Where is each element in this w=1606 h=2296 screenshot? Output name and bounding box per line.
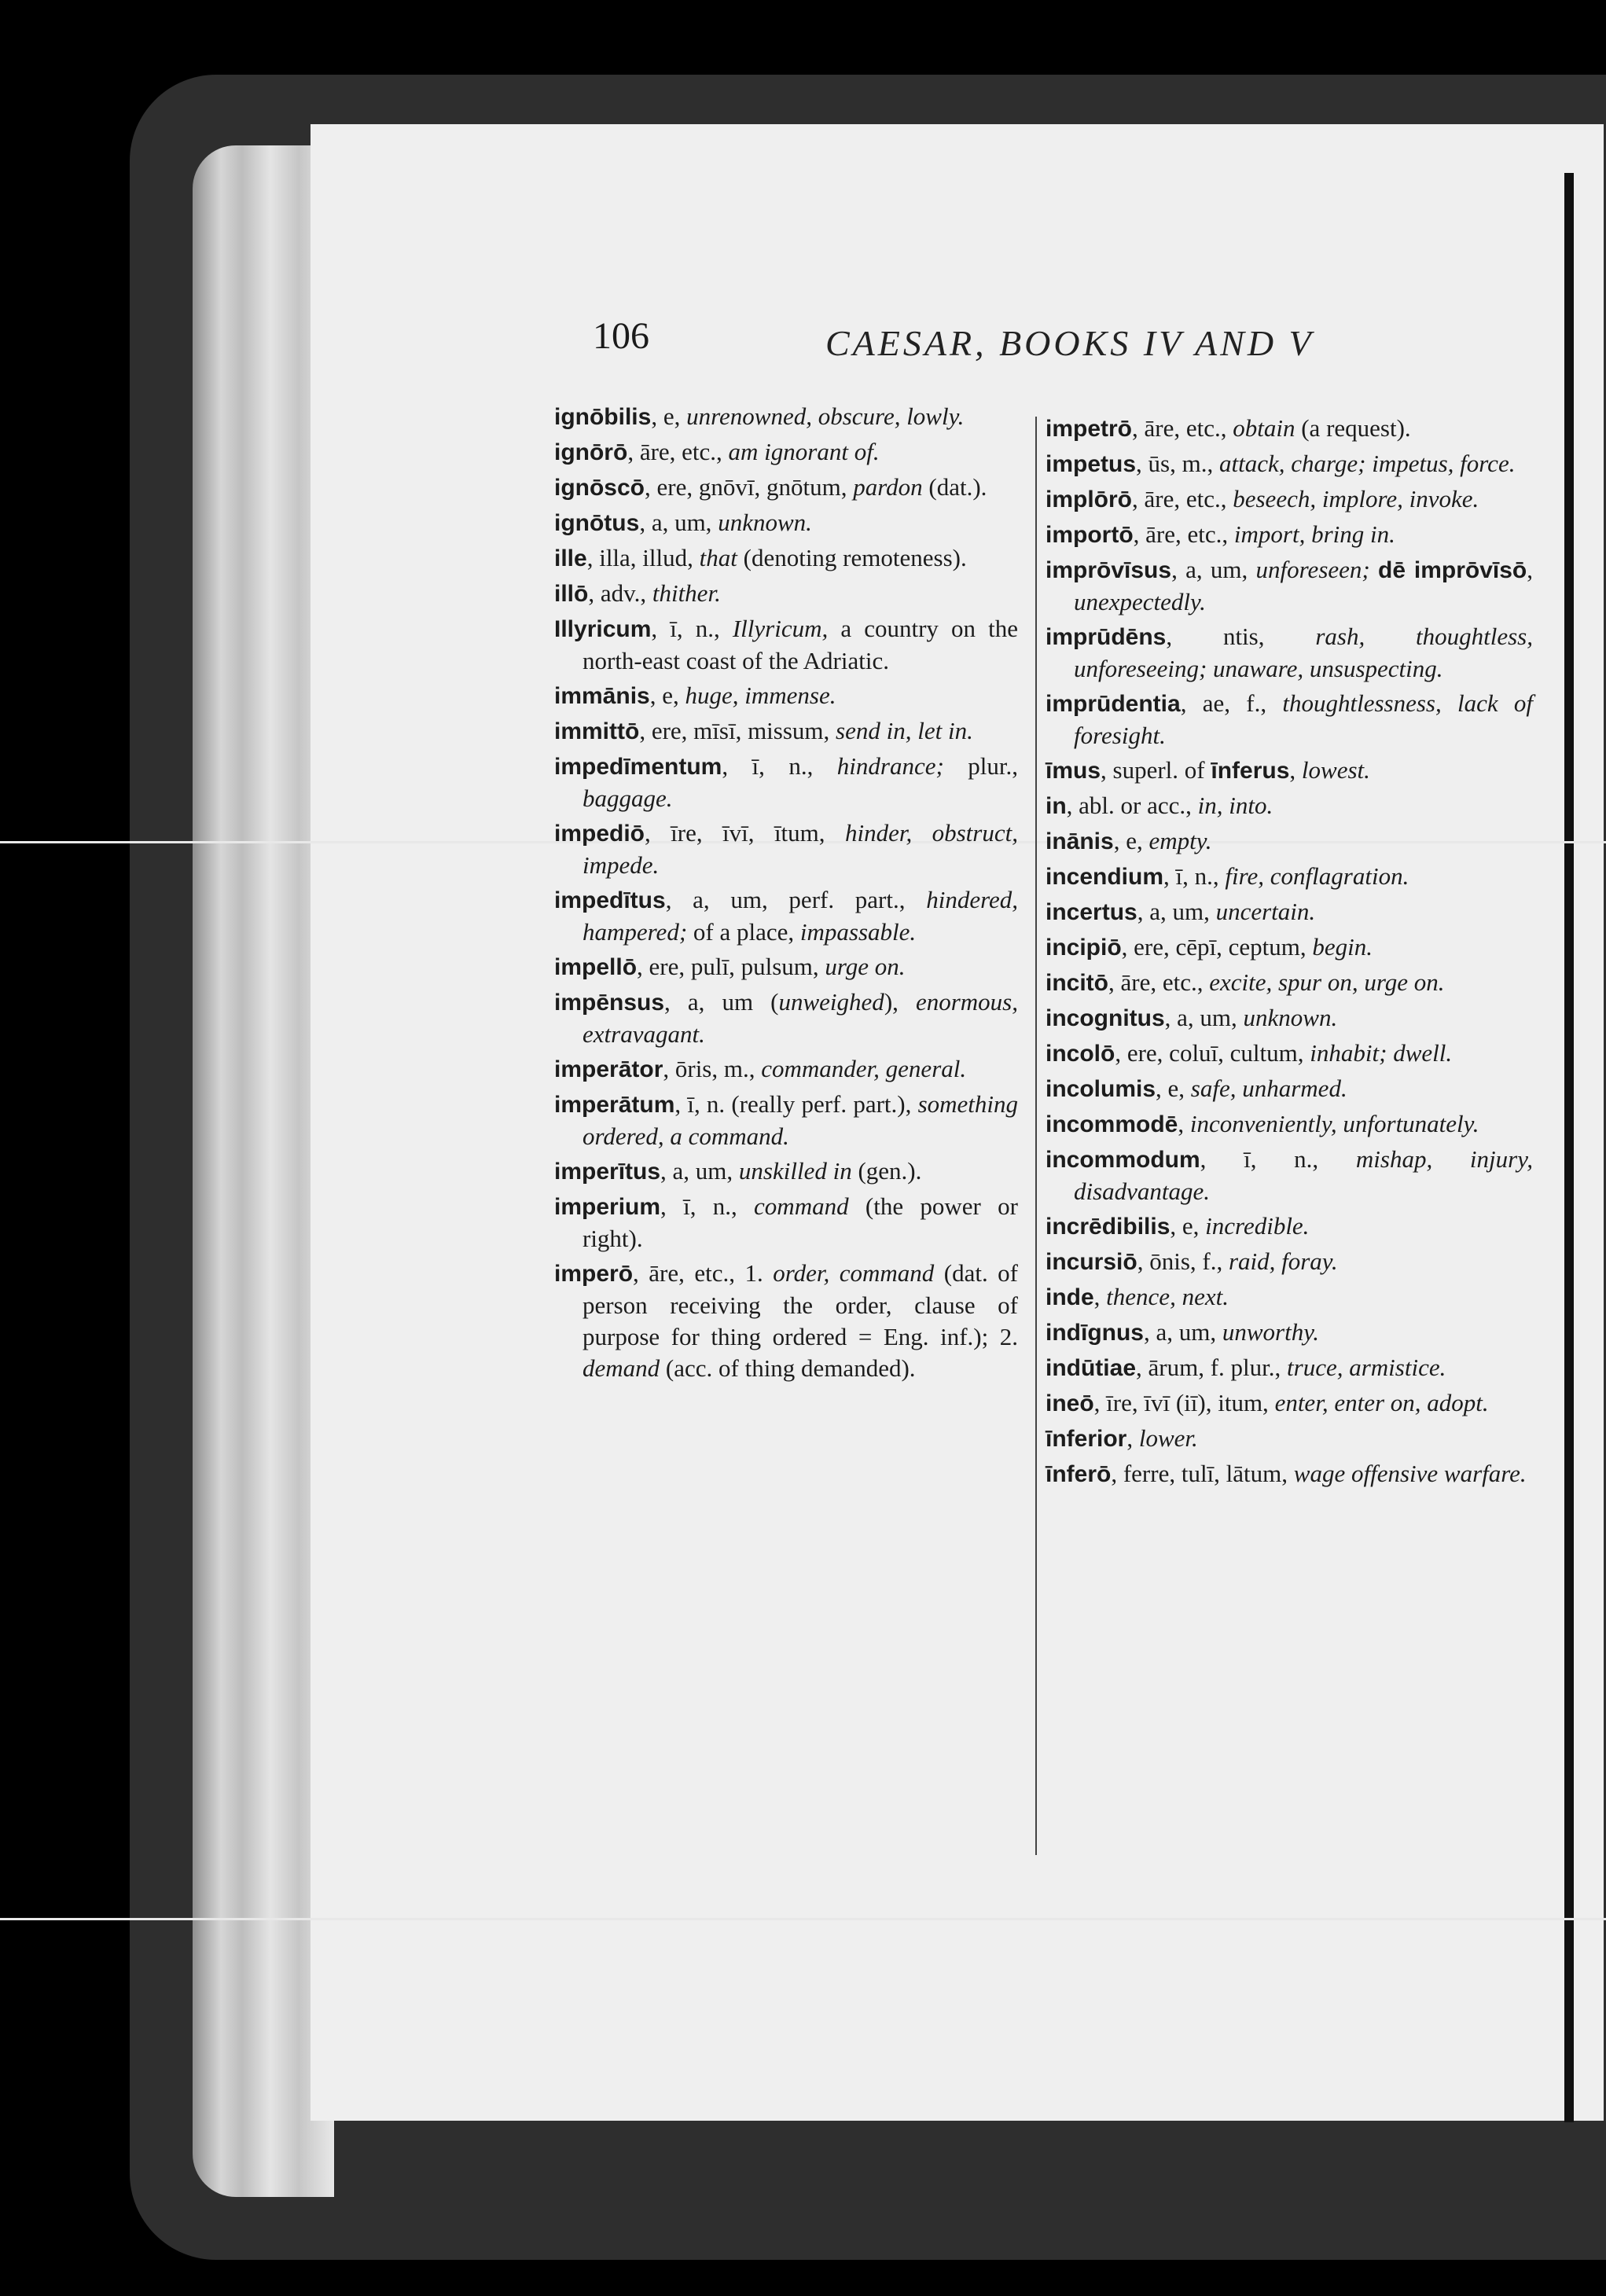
entry-grammar: , āre, etc., (1133, 520, 1234, 548)
entry-headword: imprōvīsus (1046, 557, 1172, 583)
entry-grammar: , ī, n. (really perf. part.), (674, 1090, 918, 1118)
entry-headword: īnferō (1046, 1461, 1112, 1487)
entry-meaning: unweighed (778, 988, 884, 1016)
entry-meaning: hindered, hampered; (582, 886, 1018, 946)
entry-meaning2: unexpectedly. (1074, 588, 1206, 615)
entry-headword: Illyricum (554, 616, 652, 642)
entry-grammar: , āre, etc., (627, 438, 729, 465)
dictionary-entry (1046, 1423, 1533, 1455)
entry-extra: (the power or right). (582, 1192, 1018, 1252)
entry-extra2: (acc. of thing demanded). (660, 1354, 916, 1382)
entry-grammar: , ī, n., (1200, 1145, 1356, 1173)
entry-extra (1370, 556, 1378, 583)
entry-grammar: , e, (651, 402, 687, 430)
entry-headword: imperō (554, 1261, 634, 1287)
entry-headword: imperītus (554, 1159, 661, 1185)
dictionary-entry (554, 715, 1018, 748)
entry-extra: (gen.). (851, 1157, 922, 1185)
entry-grammar: , ferre, tulī, lātum, (1111, 1460, 1294, 1487)
entry-grammar: , a, um, (1143, 1318, 1222, 1346)
entry-headword: incolumis (1046, 1076, 1156, 1102)
entry-headword: impellō (554, 954, 638, 980)
entry-headword: ignōbilis (554, 404, 652, 430)
entry-grammar: , ōris, m., (663, 1055, 762, 1082)
dictionary-entry (1046, 931, 1533, 964)
dictionary-entry (1046, 1387, 1533, 1420)
entry-grammar: , ere, coluī, cultum, (1115, 1039, 1310, 1067)
entry-headword: imprūdentia (1046, 691, 1181, 717)
entry-grammar: , adv., (588, 579, 652, 607)
dictionary-entry (554, 436, 1018, 468)
entry-meaning: enter, enter on, adopt. (1274, 1389, 1489, 1416)
entry-grammar: , illa, illud, (586, 544, 700, 571)
entry-grammar: , e, (649, 681, 685, 709)
entry-grammar: , ī, n., (1163, 862, 1226, 890)
entry-meaning: that (699, 544, 737, 571)
entry-headword2: dē imprōvīsō (1378, 557, 1527, 583)
entry-meaning2: demand (582, 1354, 660, 1382)
left-column (554, 401, 1018, 1387)
entry-meaning2: baggage. (582, 784, 673, 812)
page-number: 106 (593, 315, 649, 357)
entry-grammar: , a, um, perf. part., (665, 886, 927, 913)
entry-extra: ), (884, 988, 916, 1016)
entry-meaning: truce, armistice. (1287, 1354, 1446, 1381)
entry-headword: ignōscō (554, 475, 645, 501)
entry-headword: incertus (1046, 899, 1137, 925)
dictionary-entry (1046, 448, 1533, 480)
entry-grammar: , (1126, 1424, 1139, 1452)
entry-grammar: , a, um, (639, 509, 718, 536)
entry-meaning: begin. (1312, 933, 1373, 961)
entry-grammar: , ere, mīsī, missum, (639, 717, 836, 744)
entry-extra: plur., (943, 752, 1018, 780)
dictionary-entry (1046, 861, 1533, 893)
dictionary-entry (554, 817, 1018, 881)
entry-headword: incendium (1046, 864, 1164, 890)
entry-meaning: wage offensive warfare. (1293, 1460, 1527, 1487)
entry-headword: īmus (1046, 758, 1101, 784)
column-divider (1035, 417, 1037, 1855)
entry-grammar: , e, (1170, 1212, 1206, 1240)
entry-meaning: import, bring in. (1233, 520, 1395, 548)
entry-grammar: , ī, n., (660, 1192, 755, 1220)
dictionary-entry (1046, 1352, 1533, 1384)
entry-grammar: , (1093, 1283, 1107, 1310)
dictionary-entry (554, 472, 1018, 504)
entry-meaning: uncertain. (1215, 898, 1316, 925)
entry-meaning: in, into. (1197, 792, 1273, 819)
dictionary-entry (554, 578, 1018, 610)
entry-extra: (denoting remoteness). (737, 544, 967, 571)
dictionary-entry (1046, 967, 1533, 999)
entry-headword: ineō (1046, 1390, 1094, 1416)
entry-grammar: , a, um ( (664, 988, 779, 1016)
dictionary-entry (554, 401, 1018, 433)
entry-headword: imprūdēns (1046, 624, 1167, 650)
scan-artifact-line (0, 1918, 1606, 1920)
entry-grammar: , āre, etc., (1132, 485, 1233, 512)
entry-meaning: unworthy. (1222, 1318, 1320, 1346)
entry-grammar: , abl. or acc., (1066, 792, 1198, 819)
dictionary-entry (1046, 519, 1533, 551)
entry-extra: (dat. of person receiving the order, clause of purpose for thing ordered = Eng. inf.); 2. (582, 1259, 1018, 1350)
entry-extra: a country on the north-east coast of the Adriatic. (582, 615, 1018, 674)
entry-meaning: order, command (773, 1259, 935, 1287)
entry-grammar: , a, um, (1164, 1004, 1244, 1031)
entry-meaning: unknown. (1243, 1004, 1338, 1031)
entry-headword: inānis (1046, 828, 1114, 854)
dictionary-entry (1046, 1038, 1533, 1070)
dictionary-entry (1046, 825, 1533, 858)
dictionary-entry (554, 613, 1018, 677)
entry-headword: implōrō (1046, 487, 1132, 512)
dictionary-entry (1046, 554, 1533, 618)
entry-grammar: , ae, f., (1180, 689, 1283, 717)
dictionary-entry (1046, 1073, 1533, 1105)
entry-grammar: , ere, pulī, pulsum, (637, 953, 825, 980)
dictionary-entry (1046, 483, 1533, 516)
entry-headword: incognitus (1046, 1005, 1165, 1031)
entry-grammar: , āre, etc., 1. (633, 1259, 774, 1287)
entry-grammar: , e, (1113, 827, 1149, 854)
entry-headword: importō (1046, 522, 1134, 548)
entry-grammar: , ārum, f. plur., (1136, 1354, 1288, 1381)
dictionary-entry (1046, 1002, 1533, 1034)
entry-meaning: unforeseen; (1255, 556, 1370, 583)
dictionary-entry (554, 1155, 1018, 1188)
right-column (1046, 413, 1533, 1493)
entry-headword: inde (1046, 1284, 1094, 1310)
dictionary-entry (1046, 1210, 1533, 1243)
entry-headword: incommodē (1046, 1111, 1178, 1137)
entry-grammar: , ere, cēpī, ceptum, (1121, 933, 1313, 961)
entry-headword: impedītus (554, 887, 666, 913)
entry-headword: īnferior (1046, 1426, 1127, 1452)
entry-headword: immānis (554, 683, 650, 709)
entry-grammar: , (1178, 1110, 1190, 1137)
dictionary-entry (1046, 1317, 1533, 1349)
dictionary-entry (1046, 790, 1533, 822)
entry-meaning: unskilled in (738, 1157, 852, 1185)
entry-headword: impediō (554, 821, 645, 847)
dictionary-entry (1046, 1458, 1533, 1490)
entry-meaning: attack, charge; impetus, force. (1218, 450, 1516, 477)
entry-grammar: , superl. of (1101, 756, 1211, 784)
entry-meaning2: lowest. (1301, 756, 1370, 784)
entry-grammar: , īre, īvī (iī), itum, (1093, 1389, 1275, 1416)
dictionary-entry (554, 986, 1018, 1050)
entry-meaning: raid, foray. (1228, 1247, 1338, 1275)
entry-meaning: commander, general. (761, 1055, 967, 1082)
entry-headword: in (1046, 793, 1067, 819)
entry-headword: incrēdibilis (1046, 1214, 1171, 1240)
entry-headword: incipiō (1046, 935, 1122, 961)
entry-grammar: , ūs, m., (1136, 450, 1219, 477)
entry-grammar: , īre, īvī, ītum, (645, 819, 845, 847)
entry-headword: incommodum (1046, 1147, 1200, 1173)
dictionary-entry (1046, 755, 1533, 787)
dictionary-entry (1046, 1144, 1533, 1207)
entry-headword2: īnferus (1211, 758, 1290, 784)
entry-meaning: empty. (1148, 827, 1212, 854)
dictionary-entry (554, 1258, 1018, 1384)
entry-grammar: , a, um, (1171, 556, 1256, 583)
entry-meaning: thence, next. (1106, 1283, 1229, 1310)
entry-grammar: , ōnis, f., (1137, 1247, 1229, 1275)
entry-meaning: mishap, injury, disadvantage. (1074, 1145, 1533, 1205)
entry-meaning: rash, thoughtless, unforeseeing; unaware, unsuspecting. (1074, 623, 1533, 682)
entry-extra: (a request). (1295, 414, 1411, 442)
dictionary-entry (1046, 621, 1533, 685)
dictionary-entry (554, 951, 1018, 983)
entry-headword: impēnsus (554, 990, 665, 1016)
entry-meaning: am ignorant of. (728, 438, 880, 465)
entry-headword: ille (554, 546, 587, 571)
entry-headword: indīgnus (1046, 1320, 1144, 1346)
entry-meaning: lower. (1138, 1424, 1198, 1452)
entry-grammar: , a, um, (1137, 898, 1216, 925)
dictionary-entry (1046, 688, 1533, 751)
entry-meaning: Illyricum, (732, 615, 829, 642)
entry-headword: impetus (1046, 451, 1137, 477)
entry-headword: imperātor (554, 1056, 663, 1082)
entry-headword: ignōtus (554, 510, 640, 536)
entry-grammar: , āre, etc., (1132, 414, 1233, 442)
entry-meaning: beseech, implore, invoke. (1233, 485, 1479, 512)
entry-extra2: , (1527, 556, 1534, 583)
entry-headword: impetrō (1046, 416, 1133, 442)
entry-meaning: huge, immense. (685, 681, 836, 709)
entry-grammar: , āre, etc., (1108, 968, 1210, 996)
entry-headword: immittō (554, 718, 640, 744)
entry-headword: indūtiae (1046, 1355, 1137, 1381)
entry-meaning: urge on. (825, 953, 906, 980)
dictionary-entry (554, 751, 1018, 814)
dictionary-entry (554, 1191, 1018, 1255)
entry-meaning: excite, spur on, urge on. (1209, 968, 1445, 996)
entry-headword: incolō (1046, 1041, 1115, 1067)
entry-meaning: obtain (1233, 414, 1295, 442)
dictionary-entry (554, 884, 1018, 948)
dictionary-entry (554, 680, 1018, 712)
entry-meaning: inhabit; dwell. (1310, 1039, 1453, 1067)
entry-grammar: , e, (1156, 1075, 1191, 1102)
entry-meaning: unknown. (718, 509, 812, 536)
entry-headword: imperātum (554, 1092, 675, 1118)
entry-headword: imperium (554, 1194, 661, 1220)
entry-meaning: command (754, 1192, 849, 1220)
entry-headword: incitō (1046, 970, 1108, 996)
entry-meaning: hinder, obstruct, impede. (582, 819, 1018, 879)
entry-headword: impedīmentum (554, 754, 722, 780)
entry-meaning: send in, let in. (836, 717, 973, 744)
entry-headword: illō (554, 581, 589, 607)
entry-grammar: , ere, gnōvī, gnōtum, (645, 473, 854, 501)
dictionary-entry (1046, 1108, 1533, 1141)
page-border (1564, 173, 1574, 2122)
entry-meaning: something ordered, a command. (582, 1090, 1018, 1150)
dictionary-entry (1046, 1281, 1533, 1313)
dictionary-entry (1046, 1246, 1533, 1278)
entry-meaning: fire, conflagration. (1225, 862, 1409, 890)
entry-grammar: , ī, n., (722, 752, 837, 780)
dictionary-entry (554, 542, 1018, 575)
entry-meaning: pardon (853, 473, 923, 501)
entry-meaning: hindrance; (836, 752, 944, 780)
entry-meaning2: enormous, extravagant. (582, 988, 1018, 1048)
entry-meaning: inconveniently, unfortunately. (1189, 1110, 1479, 1137)
page-header (593, 314, 1462, 369)
running-title: CAESAR, BOOKS IV AND V (825, 323, 1314, 363)
entry-meaning2: impassable. (799, 918, 917, 946)
dictionary-entry (1046, 413, 1533, 445)
entry-headword: ignōrō (554, 439, 628, 465)
entry-extra: (dat.). (922, 473, 987, 501)
entry-meaning: safe, unharmed. (1190, 1075, 1347, 1102)
dictionary-entry (554, 1089, 1018, 1152)
entry-meaning: incredible. (1205, 1212, 1310, 1240)
entry-meaning: thither. (652, 579, 721, 607)
dictionary-entry (554, 1053, 1018, 1086)
entry-grammar: , ntis, (1166, 623, 1316, 650)
dictionary-entry (554, 507, 1018, 539)
entry-meaning: unrenowned, obscure, lowly. (686, 402, 965, 430)
dictionary-entry (1046, 896, 1533, 928)
entry-extra2: , (1289, 756, 1302, 784)
entry-meaning: thoughtlessness, lack of foresight. (1074, 689, 1534, 749)
entry-headword: incursiō (1046, 1249, 1137, 1275)
entry-extra: of a place, (687, 918, 800, 946)
entry-grammar: , ī, n., (651, 615, 733, 642)
entry-grammar: , a, um, (660, 1157, 739, 1185)
